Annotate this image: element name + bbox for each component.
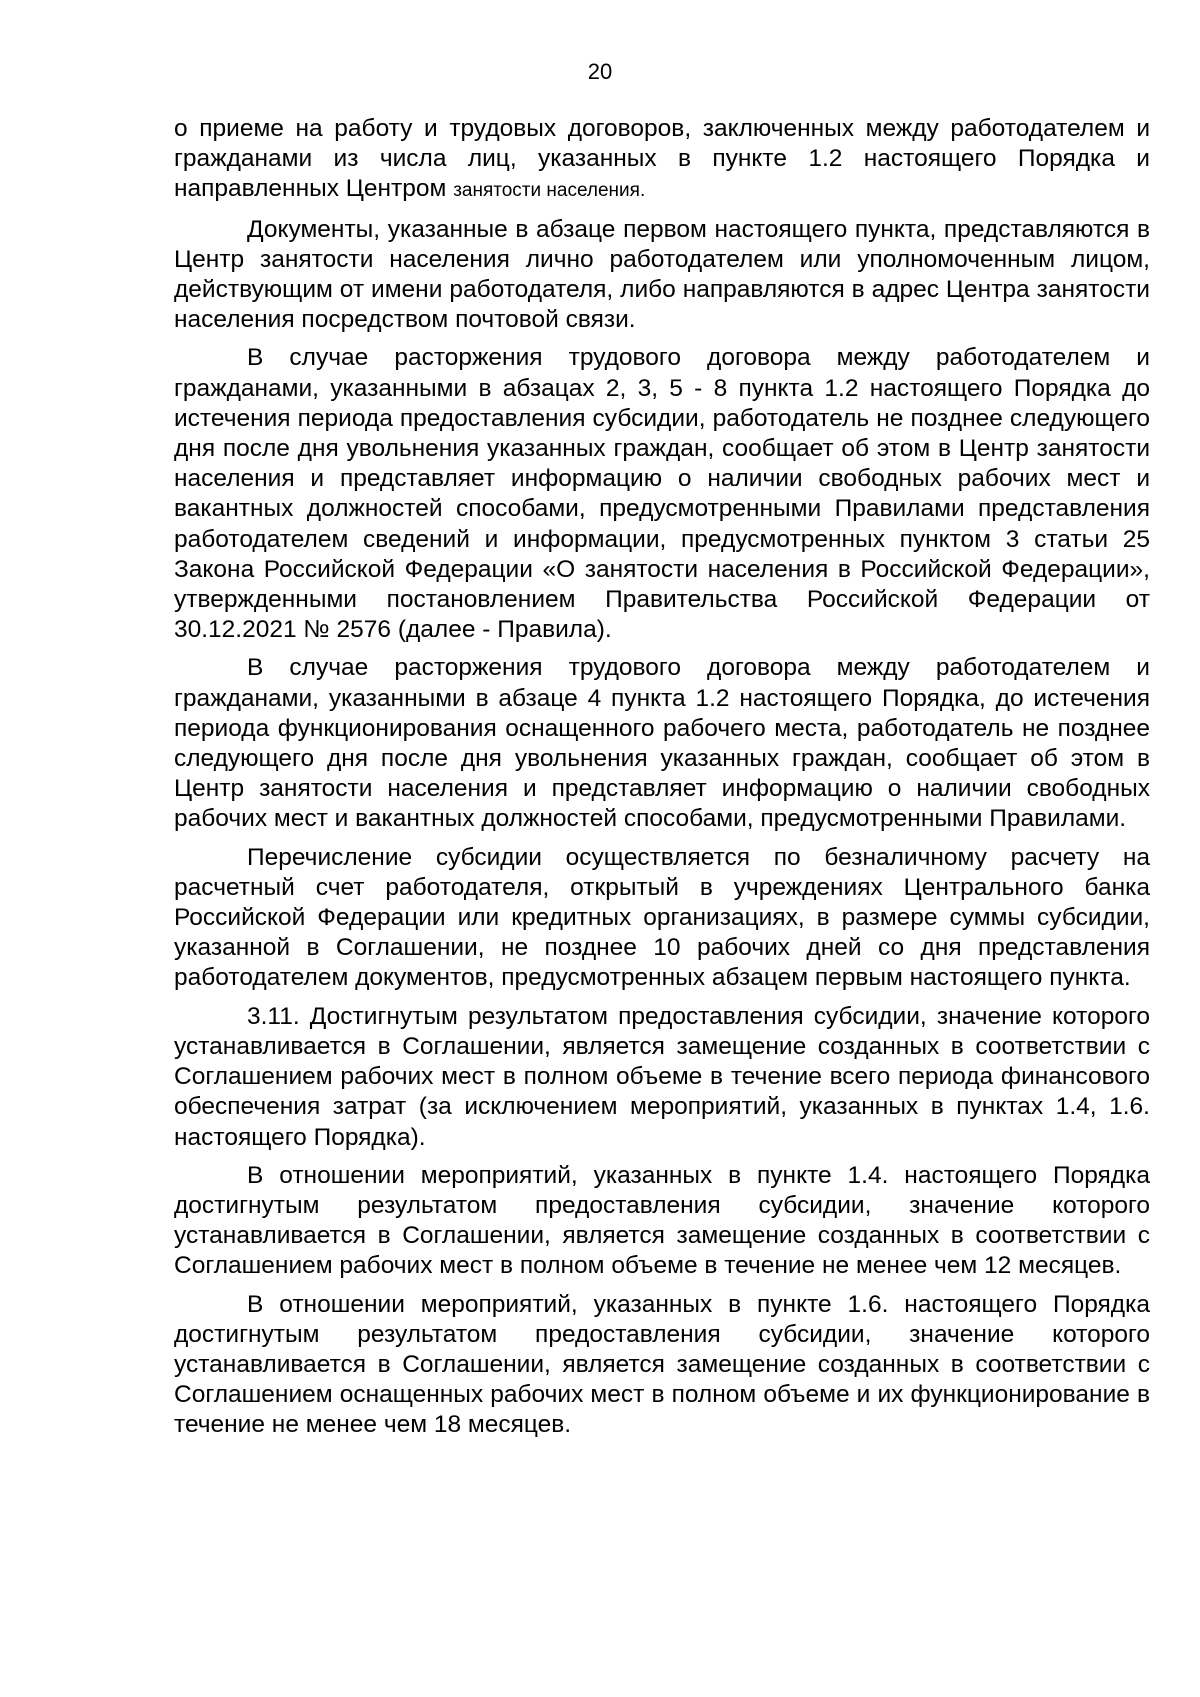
page-number: 20 — [587, 59, 613, 84]
paragraph-text-small: занятости населения. — [453, 180, 646, 202]
paragraph-measures-1-4: В отношении мероприятий, указанных в пункте 1.4. настоящего Порядка достигнутым результатом предоставления субсидии, значение которого устанавливается в Соглашении, является замещение созданных в соответствии с Соглашением рабочих мест в полном объеме в течение не менее чем 12 месяцев. — [174, 1161, 1150, 1280]
paragraph-subsidy-transfer: Перечисление субсидии осуществляется по безналичному расчету на расчетный счет работодателя, открытый в учреждениях Центрального банка Российской Федерации или кредитных организациях, в размере суммы субсидии, указанной в Соглашении, не позднее 10 рабочих дней со дня представления работодателем документов, предусмотренных абзацем первым настоящего пункта. — [174, 843, 1150, 992]
paragraph-continuation — [174, 114, 1150, 207]
paragraph-termination-abz-2-3-5-8: В случае расторжения трудового договора между работодателем и гражданами, указанными в абзацах 2, 3, 5 - 8 пункта 1.2 настоящего Порядка до истечения периода предоставления субсидии, работодатель не позднее следующего дня после дня увольнения указанных граждан, сообщает об этом в Центр занятости населения и представляет информацию о наличии свободных рабочих мест и вакантных должностей способами, предусмотренными Правилами представления работодателем сведений и информации, предусмотренных пунктом 3 статьи 25 Закона Российской Федерации «О занятости населения в Российской Федерации», утвержденными постановлением Правительства Российской Федерации от 30.12.2021 № 2576 (далее - Правила). — [174, 344, 1150, 644]
document-body — [174, 114, 1150, 1449]
paragraph-measures-1-6: В отношении мероприятий, указанных в пункте 1.6. настоящего Порядка достигнутым результатом предоставления субсидии, значение которого устанавливается в Соглашении, является замещение созданных в соответствии с Соглашением оснащенных рабочих мест в полном объеме и их функционирование в течение не менее чем 18 месяцев. — [174, 1290, 1150, 1439]
paragraph-text: о приеме на работу и трудовых договоров, заключенных между работодателем и гражданами из числа лиц, указанных в пункте 1.2 настоящего Порядка и направленных Центром — [174, 115, 1150, 203]
paragraph-documents: Документы, указанные в абзаце первом настоящего пункта, представляются в Центр занятости населения лично работодателем или уполномоченным лицом, действующим от имени работодателя, либо направляются в адрес Центра занятости населения посредством почтовой связи. — [174, 215, 1150, 334]
paragraph-termination-abz-4: В случае расторжения трудового договора между работодателем и гражданами, указанными в абзаце 4 пункта 1.2 настоящего Порядка, до истечения периода функционирования оснащенного рабочего места, работодатель не позднее следующего дня после дня увольнения указанных граждан, сообщает об этом в Центр занятости населения и представляет информацию о наличии свободных рабочих мест и вакантных должностей способами, предусмотренными Правилами. — [174, 654, 1150, 833]
paragraph-clause-3-11: 3.11. Достигнутым результатом предоставления субсидии, значение которого устанавливается в Соглашении, является замещение созданных в соответствии с Соглашением рабочих мест в полном объеме в течение всего периода финансового обеспечения затрат (за исключением мероприятий, указанных в пунктах 1.4, 1.6. настоящего Порядка). — [174, 1002, 1150, 1151]
